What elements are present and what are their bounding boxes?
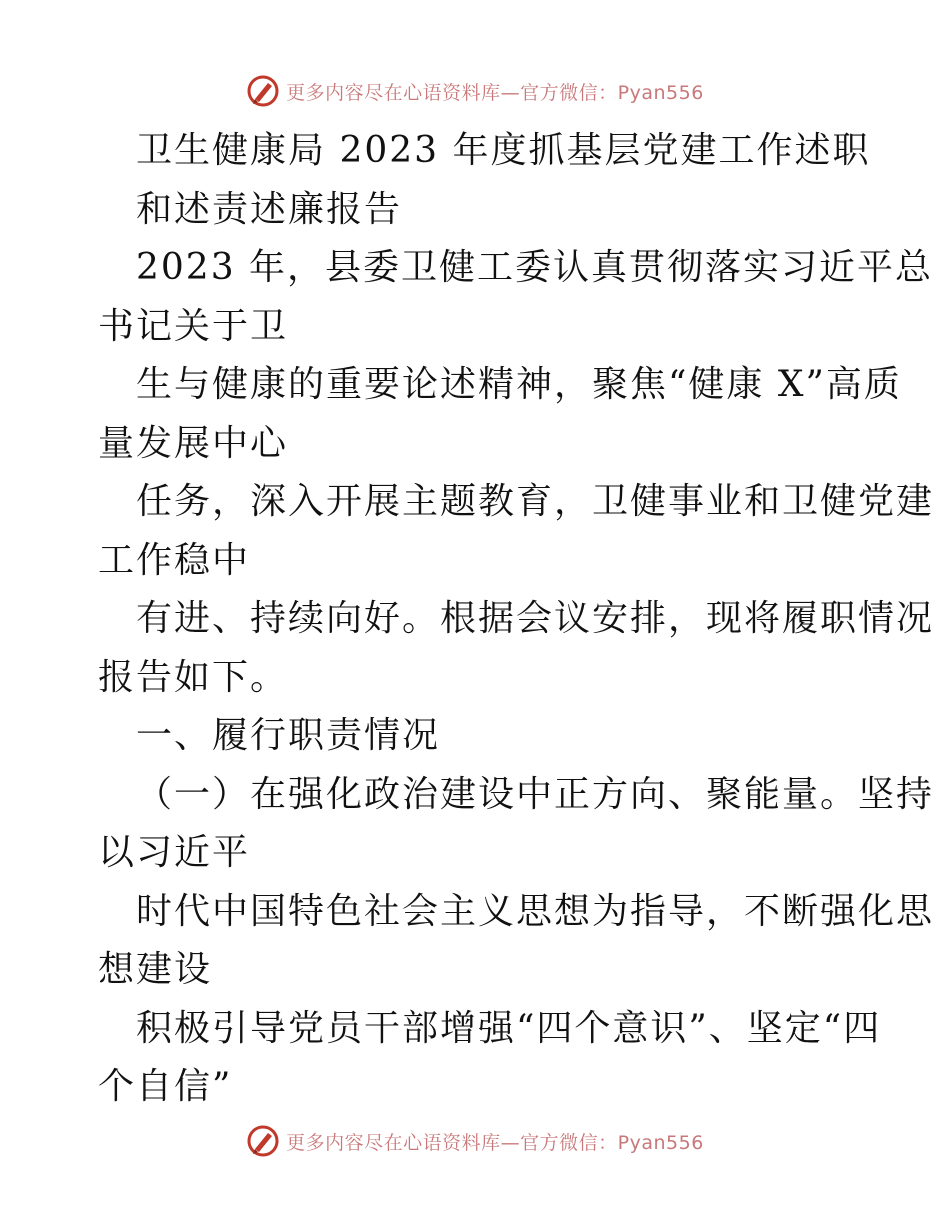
pen-logo-icon xyxy=(246,74,280,108)
text-line: （一）在强化政治建设中正方向、聚能量。坚持 xyxy=(136,773,935,815)
text-line: 工作稳中 xyxy=(98,539,251,581)
text-line: 2023 年，县委卫健工委认真贯彻落实习近平总 xyxy=(136,247,934,288)
text-line: 个自信” xyxy=(98,1066,233,1107)
text-line: 量发展中心 xyxy=(98,422,289,464)
text-line: 报告如下。 xyxy=(98,656,289,698)
header-watermark xyxy=(0,71,950,111)
text-line: 任务，深入开展主题教育，卫健事业和卫健党建 xyxy=(136,481,935,522)
text-line: 有进、持续向好。根据会议安排，现将履职情况 xyxy=(136,598,935,639)
text-line: 积极引导党员干部增强“四个意识”、坚定“四 xyxy=(136,1007,882,1049)
text-line: 生与健康的重要论述精神，聚焦“健康 X”高质 xyxy=(136,364,902,405)
footer-watermark xyxy=(0,1121,950,1161)
watermark-text: 更多内容尽在心语资料库—官方微信：Pyan556 xyxy=(286,1131,704,1154)
text-line: 书记关于卫 xyxy=(98,305,289,347)
text-line: 一、履行职责情况 xyxy=(136,715,441,756)
text-line: 以习近平 xyxy=(98,832,251,873)
text-line: 和述责述廉报告 xyxy=(136,188,403,230)
text-line: 时代中国特色社会主义思想为指导，不断强化思 xyxy=(136,890,935,932)
text-line: 卫生健康局 2023 年度抓基层党建工作述职 xyxy=(136,130,871,171)
watermark-text: 更多内容尽在心语资料库—官方微信：Pyan556 xyxy=(286,81,704,104)
pen-logo-icon xyxy=(246,1124,280,1158)
document-body xyxy=(98,122,935,1117)
text-line: 想建设 xyxy=(98,949,213,990)
